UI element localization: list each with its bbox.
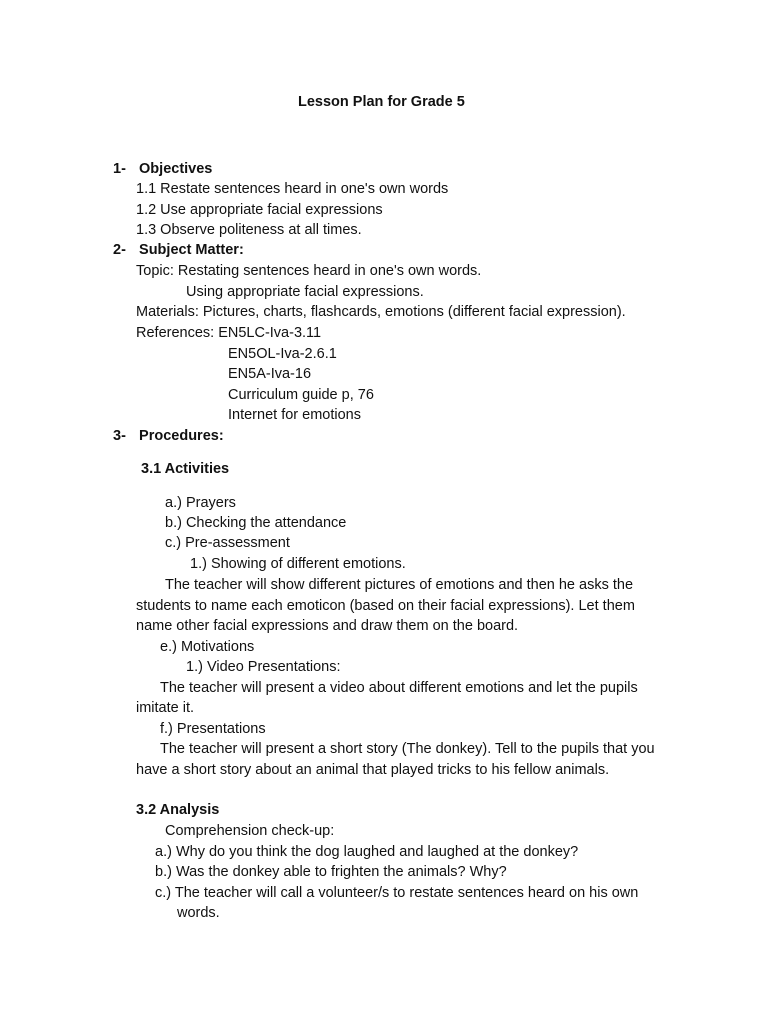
subject-matter-heading bbox=[113, 240, 244, 260]
activity-subitem: 1.) Showing of different emotions. bbox=[190, 556, 406, 572]
paragraph-line: students to name each emoticon (based on their facial expressions). Let them bbox=[136, 598, 635, 614]
activity-subitem: 1.) Video Presentations: bbox=[186, 659, 341, 675]
activities-heading: 3.1 Activities bbox=[141, 461, 230, 477]
activity-item: e.) Motivations bbox=[160, 639, 255, 655]
paragraph-line: The teacher will present a video about different emotions and let the pupils bbox=[160, 680, 638, 696]
objectives-heading bbox=[113, 159, 212, 179]
page-title: Lesson Plan for Grade 5 bbox=[298, 94, 465, 110]
objective-item: 1.2 Use appropriate facial expressions bbox=[136, 202, 383, 218]
paragraph-line: name other facial expressions and draw them on the board. bbox=[136, 618, 519, 634]
procedures-label: Procedures: bbox=[139, 428, 224, 444]
topic-line: Topic: Restating sentences heard in one's own words. bbox=[136, 263, 482, 279]
paragraph-line: The teacher will present a short story (The donkey). Tell to the pupils that you bbox=[160, 741, 655, 757]
procedures-number: 3- bbox=[113, 428, 126, 444]
question-continuation: words. bbox=[177, 905, 220, 921]
subject-matter-number: 2- bbox=[113, 242, 126, 258]
reference-item: EN5A-Iva-16 bbox=[228, 366, 312, 382]
objectives-label: Objectives bbox=[139, 161, 213, 177]
activity-item: a.) Prayers bbox=[165, 495, 236, 511]
objective-item: 1.3 Observe politeness at all times. bbox=[136, 222, 362, 238]
activity-item: c.) Pre-assessment bbox=[165, 535, 290, 551]
subject-matter-label: Subject Matter: bbox=[139, 242, 244, 258]
comprehension-line: Comprehension check-up: bbox=[165, 823, 335, 839]
procedures-heading bbox=[113, 426, 224, 446]
activity-item: b.) Checking the attendance bbox=[165, 515, 347, 531]
question-item: a.) Why do you think the dog laughed and laughed at the donkey? bbox=[155, 844, 579, 860]
materials-line: Materials: Pictures, charts, flashcards, emotions (different facial expression). bbox=[136, 304, 626, 320]
objective-item: 1.1 Restate sentences heard in one's own words bbox=[136, 181, 449, 197]
paragraph-line: imitate it. bbox=[136, 700, 195, 716]
reference-item: EN5OL-Iva-2.6.1 bbox=[228, 346, 337, 362]
paragraph-line: have a short story about an animal that played tricks to his fellow animals. bbox=[136, 762, 610, 778]
question-item: c.) The teacher will call a volunteer/s to restate sentences heard on his own bbox=[155, 885, 639, 901]
references-line: References: EN5LC-Iva-3.11 bbox=[136, 325, 322, 341]
paragraph-line: The teacher will show different pictures of emotions and then he asks the bbox=[165, 577, 634, 593]
reference-item: Curriculum guide p, 76 bbox=[228, 387, 374, 403]
activity-item: f.) Presentations bbox=[160, 721, 266, 737]
reference-item: Internet for emotions bbox=[228, 407, 361, 423]
question-item: b.) Was the donkey able to frighten the animals? Why? bbox=[155, 864, 507, 880]
objectives-number: 1- bbox=[113, 161, 126, 177]
topic-line: Using appropriate facial expressions. bbox=[186, 284, 424, 300]
analysis-heading: 3.2 Analysis bbox=[136, 802, 220, 818]
